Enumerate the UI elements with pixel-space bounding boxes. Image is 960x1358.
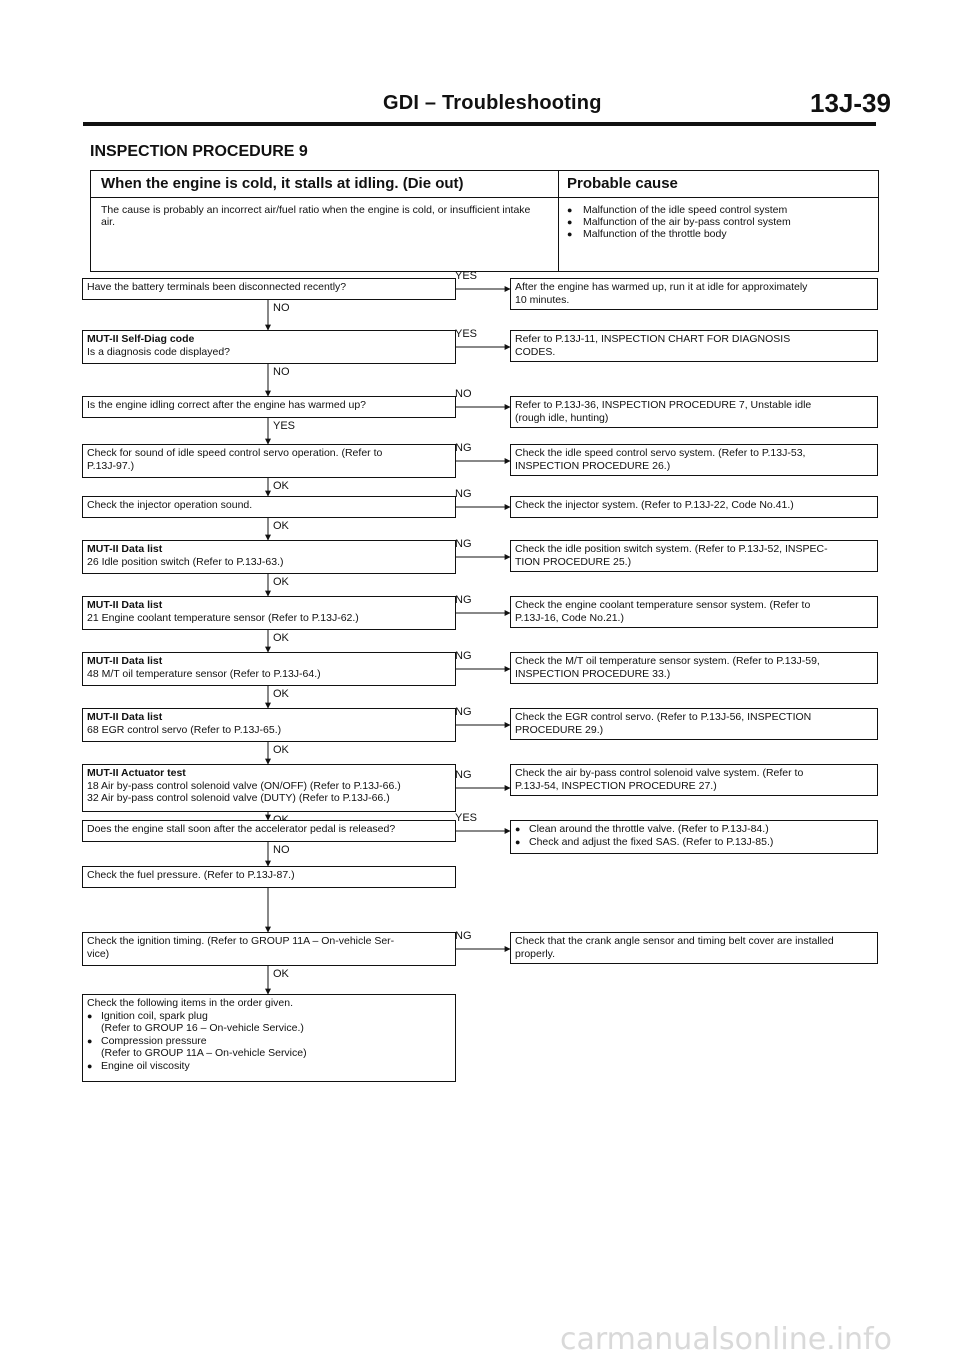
branch-label-right: NG	[455, 442, 472, 454]
result-text: Check the air by-pass control solenoid valve system. (Refer to	[515, 767, 804, 779]
step-title: MUT-II Data list	[87, 543, 163, 555]
branch-label-right: NG	[455, 706, 472, 718]
step-box	[82, 496, 456, 518]
final-check-item: ● Ignition coil, spark plug	[87, 1010, 451, 1023]
result-text: Refer to P.13J-11, INSPECTION CHART FOR DIAGNOSIS	[515, 333, 791, 345]
result-text: Refer to P.13J-36, INSPECTION PROCEDURE 7, Unstable idle	[515, 399, 812, 411]
step-box	[82, 396, 456, 418]
step-text: Is a diagnosis code displayed?	[87, 345, 231, 358]
branch-label-right: YES	[455, 812, 478, 824]
result-text: Check the idle position switch system. (Refer to P.13J-52, INSPEC-	[515, 543, 828, 555]
final-check-item: ● Compression pressure	[87, 1035, 451, 1048]
step-text: Is the engine idling correct after the engine has warmed up?	[87, 399, 367, 411]
step-text: 21 Engine coolant temperature sensor (Refer to P.13J-62.)	[87, 611, 359, 624]
result-box	[510, 764, 878, 796]
result-text: P.13J-54, INSPECTION PROCEDURE 27.)	[515, 779, 717, 792]
step-text: 48 M/T oil temperature sensor (Refer to P.13J-64.)	[87, 667, 321, 680]
step-text: Check the ignition timing. (Refer to GROUP 11A – On-vehicle Ser-	[87, 935, 395, 947]
result-text: Check the idle speed control servo system. (Refer to P.13J-53,	[515, 447, 806, 459]
result-box	[510, 708, 878, 740]
result-bullet: ● Clean around the throttle valve. (Refer to P.13J-84.)	[515, 823, 873, 836]
step-box	[82, 764, 456, 812]
step-text: 32 Air by-pass control solenoid valve (DUTY) (Refer to P.13J-66.)	[87, 792, 390, 804]
step-title: MUT-II Data list	[87, 711, 163, 723]
step-box	[82, 932, 456, 966]
step-box	[82, 278, 456, 300]
page-number: 13J-39	[810, 88, 891, 118]
step-text: Check the fuel pressure. (Refer to P.13J-87.)	[87, 869, 295, 881]
branch-label-right: NO	[455, 388, 472, 400]
branch-label-right: NG	[455, 538, 472, 550]
branch-label-down: OK	[273, 632, 289, 644]
step-text: Check the injector operation sound.	[87, 499, 253, 511]
result-text: Check that the crank angle sensor and timing belt cover are installed	[515, 935, 834, 947]
branch-label-down: OK	[273, 688, 289, 700]
result-text: After the engine has warmed up, run it at idle for approximately	[515, 281, 808, 293]
step-box	[82, 652, 456, 686]
result-box	[510, 596, 878, 628]
branch-label-right: YES	[455, 270, 478, 282]
step-text: Have the battery terminals been disconnected recently?	[87, 281, 347, 293]
page-header-title: GDI – Troubleshooting	[383, 92, 602, 114]
branch-label-right: NG	[455, 594, 472, 606]
step-title: MUT-II Actuator test	[87, 767, 186, 779]
result-box	[510, 540, 878, 572]
result-box	[510, 330, 878, 362]
step-box	[82, 708, 456, 742]
branch-label-right: NG	[455, 769, 472, 781]
symptom-description: The cause is probably an incorrect air/fuel ratio when the engine is cold, or insufficient intake air.	[101, 204, 531, 228]
branch-label-down: OK	[273, 576, 289, 588]
branch-label-down: NO	[273, 302, 290, 314]
result-box	[510, 652, 878, 684]
step-text: P.13J-97.)	[87, 459, 135, 472]
result-text: PROCEDURE 29.)	[515, 723, 604, 736]
final-check-ref: (Refer to GROUP 16 – On-vehicle Service.)	[101, 1022, 304, 1034]
step-text: 26 Idle position switch (Refer to P.13J-63.)	[87, 555, 284, 568]
result-box	[510, 396, 878, 428]
probable-cause-item: ● Malfunction of the air by-pass control system	[567, 216, 867, 228]
step-box	[82, 866, 456, 888]
probable-cause-heading: Probable cause	[567, 175, 678, 192]
result-box	[510, 444, 878, 476]
branch-label-down: YES	[273, 420, 296, 432]
step-box	[82, 540, 456, 574]
result-text: P.13J-16, Code No.21.)	[515, 611, 624, 624]
result-box	[510, 278, 878, 310]
branch-label-right: NG	[455, 488, 472, 500]
step-box	[82, 596, 456, 630]
probable-cause-item: ● Malfunction of the idle speed control system	[567, 204, 867, 216]
final-check-intro: Check the following items in the order given.	[87, 997, 294, 1009]
branch-label-right: NG	[455, 650, 472, 662]
step-text: 68 EGR control servo (Refer to P.13J-65.)	[87, 723, 282, 736]
result-text: 10 minutes.	[515, 293, 570, 306]
result-bullet: ● Check and adjust the fixed SAS. (Refer to P.13J-85.)	[515, 836, 873, 849]
result-text: Check the EGR control servo. (Refer to P.13J-56, INSPECTION	[515, 711, 812, 723]
result-text: (rough idle, hunting)	[515, 411, 609, 424]
result-text: Check the injector system. (Refer to P.13J-22, Code No.41.)	[515, 499, 794, 511]
result-text: Check the engine coolant temperature sensor system. (Refer to	[515, 599, 811, 611]
step-text: Does the engine stall soon after the accelerator pedal is released?	[87, 823, 396, 835]
final-check-box	[82, 994, 456, 1082]
result-text: TION PROCEDURE 25.)	[515, 555, 632, 568]
step-title: MUT-II Self-Diag code	[87, 333, 195, 345]
result-box	[510, 496, 878, 518]
branch-label-down: OK	[273, 744, 289, 756]
symptom-heading: When the engine is cold, it stalls at idling. (Die out)	[101, 175, 464, 192]
step-box	[82, 820, 456, 842]
final-check-ref: (Refer to GROUP 11A – On-vehicle Service)	[101, 1047, 307, 1059]
result-box	[510, 820, 878, 854]
branch-label-down: OK	[273, 480, 289, 492]
branch-label-down: NO	[273, 844, 290, 856]
section-title: INSPECTION PROCEDURE 9	[90, 143, 308, 160]
probable-cause-item: ● Malfunction of the throttle body	[567, 228, 867, 240]
result-text: CODES.	[515, 345, 556, 358]
final-check-item: ● Engine oil viscosity	[87, 1060, 451, 1073]
branch-label-down: OK	[273, 520, 289, 532]
step-text: vice)	[87, 947, 110, 960]
result-text: Check the M/T oil temperature sensor system. (Refer to P.13J-59,	[515, 655, 820, 667]
branch-label-down: NO	[273, 366, 290, 378]
step-box	[82, 444, 456, 478]
step-box	[82, 330, 456, 364]
result-text: INSPECTION PROCEDURE 33.)	[515, 667, 671, 680]
branch-label-down: OK	[273, 968, 289, 980]
watermark: carmanualsonline.info	[560, 1322, 892, 1357]
step-text: Check for sound of idle speed control servo operation. (Refer to	[87, 447, 383, 459]
step-text: 18 Air by-pass control solenoid valve (ON/OFF) (Refer to P.13J-66.)	[87, 779, 401, 792]
result-text: INSPECTION PROCEDURE 26.)	[515, 459, 671, 472]
result-text: properly.	[515, 947, 556, 960]
step-title: MUT-II Data list	[87, 655, 163, 667]
result-box	[510, 932, 878, 964]
branch-label-right: NG	[455, 930, 472, 942]
branch-label-right: YES	[455, 328, 478, 340]
step-title: MUT-II Data list	[87, 599, 163, 611]
